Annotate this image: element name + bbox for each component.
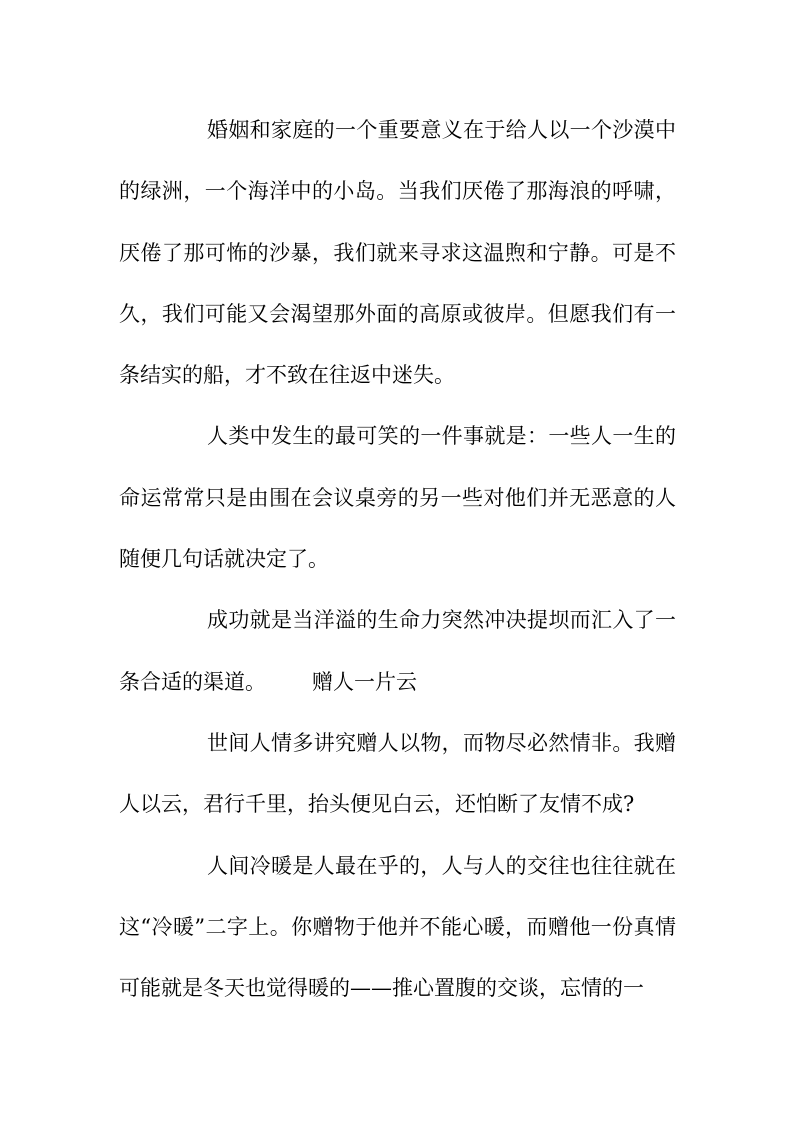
section-title: 赠人一片云: [312, 669, 417, 694]
paragraph-2: 人类中发生的最可笑的一件事就是：一些人一生的命运常常只是由围在会议桌旁的另一些对他们并无恶意的人随便几句话就决定了。: [119, 424, 676, 572]
body-text: [119, 100, 676, 1019]
paragraph-4: 世间人情多讲究赠人以物，而物尽必然情非。我赠人以云，君行千里，抬头便见白云，还怕断了友情不成?: [119, 730, 676, 817]
paragraph-3: [119, 590, 676, 713]
paragraph-5: 人间冷暖是人最在乎的，人与人的交往也往往就在这“冷暖”二字上。你赠物于他并不能心暖，而赠他一份真情可能就是冬天也觉得暖的——推心置腹的交谈，忘情的一: [119, 853, 676, 1001]
paragraph-1: 婚姻和家庭的一个重要意义在于给人以一个沙漠中的绿洲，一个海洋中的小岛。当我们厌倦了那海浪的呼啸，厌倦了那可怖的沙暴，我们就来寻求这温煦和宁静。可是不久，我们可能又会渴望那外面的高原或彼岸。但愿我们有一条结实的船，才不致在往返中迷失。: [119, 118, 676, 388]
paragraph-3-text: 成功就是当洋溢的生命力突然冲决提坝而汇入了一条合适的渠道。: [119, 608, 676, 694]
